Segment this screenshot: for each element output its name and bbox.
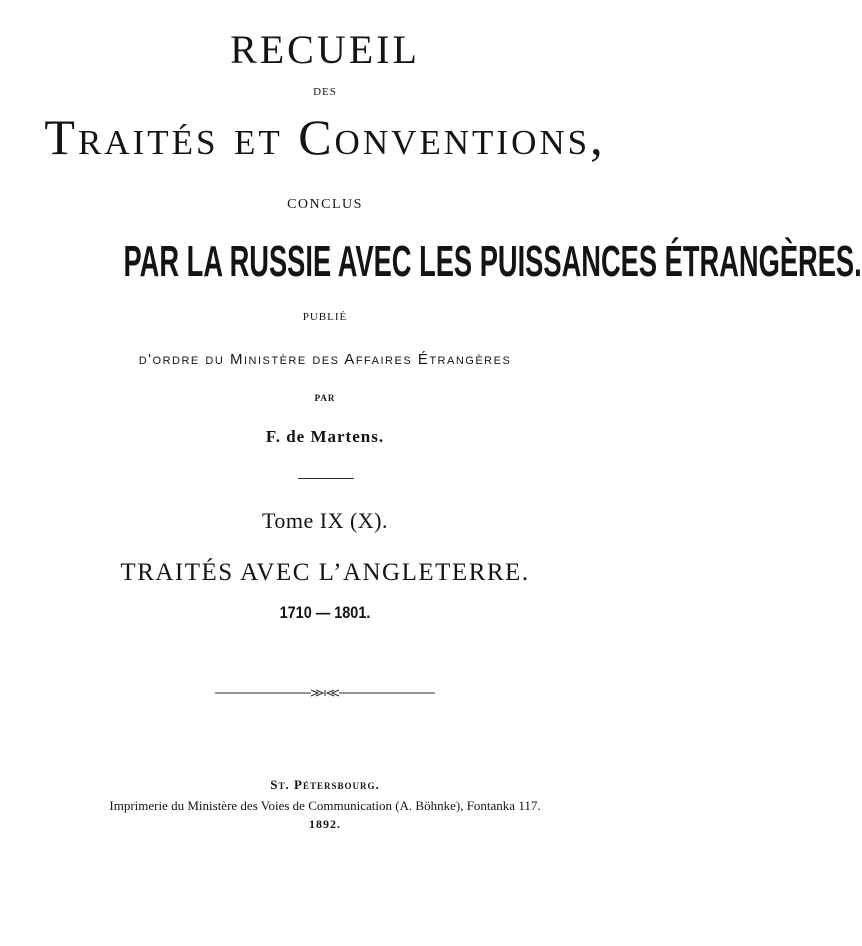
des-word: DES bbox=[313, 86, 337, 98]
printer-imprint: Imprimerie du Ministère des Voies de Communication (A. Böhnke), Fontanka 117. bbox=[109, 798, 541, 813]
volume-label: Tome IX (X). bbox=[261, 508, 389, 533]
publication-year: 1892. bbox=[309, 817, 341, 831]
ornament-divider-icon bbox=[215, 689, 435, 697]
year-range: 1710 — 1801. bbox=[279, 603, 371, 622]
conclus-word: CONCLUS bbox=[287, 197, 363, 212]
publie-word: PUBLIÉ bbox=[302, 311, 348, 323]
subtitle: PAR LA RUSSIE AVEC LES PUISSANCES ÉTRANGÈRES. bbox=[123, 237, 862, 286]
short-divider bbox=[298, 478, 354, 479]
ministry-line: d'ordre du Ministère des Affaires Étrangères bbox=[138, 351, 512, 368]
par-word: PAR bbox=[314, 393, 336, 403]
city-imprint: St. Pétersbourg. bbox=[270, 777, 380, 792]
recueil-heading: RECUEIL bbox=[230, 27, 420, 72]
author-name: F. de Martens. bbox=[265, 427, 385, 446]
main-title: Traités et Conventions, bbox=[44, 109, 606, 165]
section-title: TRAITÉS AVEC L’ANGLETERRE. bbox=[120, 559, 530, 586]
